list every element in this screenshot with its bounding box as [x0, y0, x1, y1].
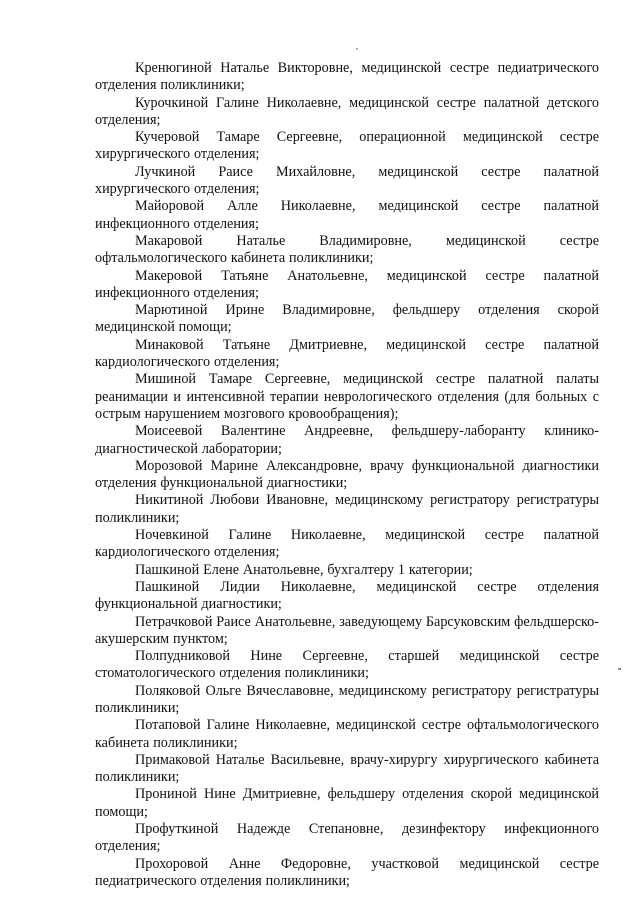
paragraph: Макеровой Татьяне Анатольевне, медицинской сестре палатной инфекционного отделения;	[95, 267, 599, 301]
paragraph: Майоровой Алле Николаевне, медицинской сестре палатной инфекционного отделения;	[95, 198, 599, 232]
paragraph: Марютиной Ирине Владимировне, фельдшеру отделения скорой медицинской помощи;	[95, 302, 599, 336]
paragraph: Кучеровой Тамаре Сергеевне, операционной медицинской сестре хирургического отделения;	[95, 129, 599, 163]
paragraph: Ночевкиной Галине Николаевне, медицинской сестре палатной кардиологического отделения;	[95, 527, 599, 561]
paragraph: Потаповой Галине Николаевне, медицинской сестре офтальмологического кабинета поликлиники;	[95, 717, 599, 751]
paragraph: Кренюгиной Наталье Викторовне, медицинской сестре педиатрического отделения поликлиники;	[95, 60, 599, 94]
paragraph: Никитиной Любови Ивановне, медицинскому регистратору регистратуры поликлиники;	[95, 492, 599, 526]
paragraph: Минаковой Татьяне Дмитриевне, медицинской сестре палатной кардиологического отделения;	[95, 336, 599, 371]
paragraph: Пашкиной Лидии Николаевне, медицинской сестре отделения функциональной диагностики;	[95, 578, 599, 613]
document-body	[95, 60, 599, 890]
paragraph: Макаровой Наталье Владимировне, медицинской сестре офтальмологического кабинета поликлиники;	[95, 232, 599, 267]
scan-mark	[618, 668, 621, 670]
paragraph: Моисеевой Валентине Андреевне, фельдшеру-лаборанту клинико-диагностической лаборатории;	[95, 423, 599, 457]
scan-dot	[356, 48, 358, 50]
paragraph: Прониной Нине Дмитриевне, фельдшеру отделения скорой медицинской помощи;	[95, 786, 599, 820]
paragraph: Курочкиной Галине Николаевне, медицинской сестре палатной детского отделения;	[95, 94, 599, 128]
paragraph: Полпудниковой Нине Сергеевне, старшей медицинской сестре стоматологического отделения поликлиники;	[95, 648, 599, 682]
paragraph: Лучкиной Раисе Михайловне, медицинской сестре палатной хирургического отделения;	[95, 163, 599, 198]
paragraph: Петрачковой Раисе Анатольевне, заведующему Барсуковским фельдшерско-акушерским пунктом;	[95, 613, 599, 647]
paragraph: Профуткиной Надежде Степановне, дезинфектору инфекционного отделения;	[95, 821, 599, 855]
paragraph: Примаковой Наталье Васильевне, врачу-хирургу хирургического кабинета поликлиники;	[95, 751, 599, 786]
paragraph: Морозовой Марине Александровне, врачу функциональной диагностики отделения функциональной диагностики;	[95, 457, 599, 492]
paragraph: Поляковой Ольге Вячеславовне, медицинскому регистратору регистратуры поликлиники;	[95, 682, 599, 716]
paragraph: Пашкиной Елене Анатольевне, бухгалтеру 1 категории;	[135, 561, 473, 578]
paragraph: Прохоровой Анне Федоровне, участковой медицинской сестре педиатрического отделения поликлиники;	[95, 855, 599, 889]
paragraph: Мишиной Тамаре Сергеевне, медицинской сестре палатной палаты реанимации и интенсивной терапии неврологического отделения (для больных с острым нарушением мозгового кровообращения);	[95, 371, 599, 422]
